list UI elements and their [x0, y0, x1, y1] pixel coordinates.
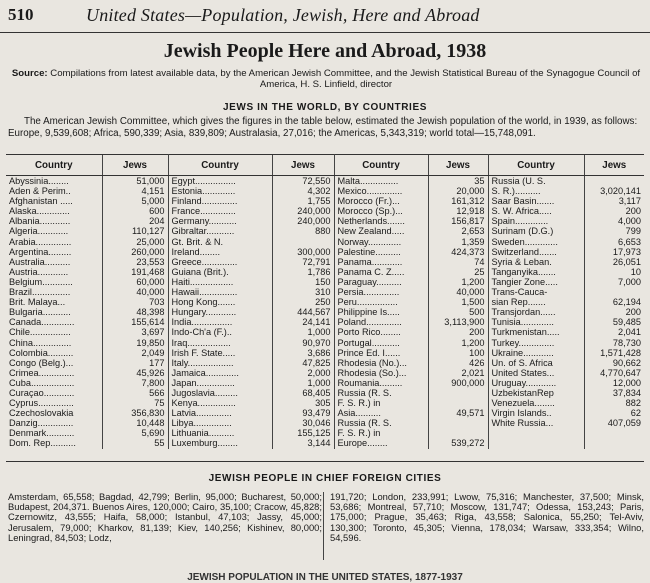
country-cell: Cyprus.............. — [9, 398, 74, 409]
jews-cell: 30,046 — [302, 418, 331, 429]
intro-paragraph: The American Jewish Committee, which gives the figures in the table below, estimated the Jewish population of the world, in 1939, as follows: Europe, 9,539,608; Africa, 590,339; Asia, 839,809; Australasia, 27,016; the Americas, 5,343,319; world total—15,748,091. — [8, 116, 638, 139]
country-cell: Rhodesia (So.)... — [337, 367, 407, 378]
jews-cell: 45,926 — [136, 367, 165, 378]
country-column-1 — [6, 176, 102, 449]
country-cell: UzbekistanRep — [491, 387, 554, 398]
jews-cell: 600 — [149, 206, 165, 217]
jews-cell: 703 — [149, 297, 165, 308]
jews-cell: 260,000 — [131, 246, 165, 257]
jews-column-1 — [102, 176, 168, 449]
jews-cell: 2,041 — [618, 327, 641, 338]
country-cell: Russia (R. S. — [337, 387, 392, 398]
col-header-jews-1: Jews — [102, 155, 168, 176]
country-cell: Guiana (Brit.). — [171, 266, 229, 277]
jews-cell: 3,697 — [141, 327, 165, 338]
section-heading-countries: JEWS IN THE WORLD, BY COUNTRIES — [223, 102, 427, 113]
jews-cell — [429, 428, 488, 438]
country-cell: Irish F. State..... — [171, 347, 236, 358]
jews-cell: 1,200 — [461, 276, 485, 287]
jews-cell: 60,000 — [136, 276, 165, 287]
country-cell: Peru................ — [337, 297, 398, 308]
country-cell: Uruguay............ — [491, 377, 557, 388]
jews-cell: 200 — [469, 327, 485, 338]
cities-divider — [323, 492, 324, 560]
country-cell: Dom. Rep.......... — [9, 438, 76, 449]
jews-cell: 305 — [315, 398, 331, 409]
jews-cell: 4,151 — [141, 186, 165, 197]
country-cell: Chile................ — [9, 327, 71, 338]
jews-cell: 47,825 — [302, 357, 331, 368]
country-cell: Alaska............. — [9, 206, 70, 217]
country-cell: Russia (U. S. — [491, 176, 546, 186]
country-cell: F. S. R.) in — [337, 398, 381, 409]
country-column-3 — [334, 176, 428, 449]
country-cell: Brazil............... — [9, 287, 71, 298]
jews-cell: 55 — [154, 438, 165, 449]
country-cell: Gt. Brit. & N. — [171, 236, 224, 247]
jews-cell: 90,662 — [612, 357, 641, 368]
jews-cell — [585, 287, 645, 297]
country-cell: New Zealand..... — [337, 226, 405, 237]
col-header-country-1: Country — [6, 155, 102, 176]
country-cell: Afghanistan ..... — [9, 196, 73, 207]
country-cell: Arabia.............. — [9, 236, 72, 247]
country-cell: Finland.............. — [171, 196, 238, 207]
country-cell: Hungary............ — [171, 307, 237, 318]
country-cell: Estonia............. — [171, 186, 236, 197]
jews-cell — [585, 438, 645, 448]
jews-cell: 1,000 — [307, 327, 331, 338]
country-cell: Aden & Perim.. — [9, 186, 71, 197]
country-cell: Malta............... — [337, 176, 399, 186]
jews-cell: 1,755 — [307, 196, 331, 207]
country-cell: United States... — [491, 367, 555, 378]
jews-cell: 155,125 — [297, 428, 331, 439]
country-cell: Greece.............. — [171, 256, 238, 267]
country-cell: Poland.............. — [337, 317, 402, 328]
country-cell: Transjordan...... — [491, 307, 556, 318]
jews-cell: 5,690 — [141, 428, 165, 439]
jews-cell: 240,000 — [297, 216, 331, 227]
jews-cell: 25,000 — [136, 236, 165, 247]
jews-cell: 10 — [630, 266, 641, 277]
jews-cell: 100 — [469, 347, 485, 358]
jews-cell — [585, 428, 645, 438]
country-cell: Turkmenistan..... — [491, 327, 560, 338]
jews-cell: 882 — [625, 398, 641, 409]
country-cell: Netherlands....... — [337, 216, 405, 227]
source-label: Source: — [11, 68, 48, 79]
jews-cell: 880 — [315, 226, 331, 237]
country-cell: Hong Kong....... — [171, 297, 236, 308]
country-cell: Argentina......... — [9, 246, 72, 257]
country-cell: Luxemburg........ — [171, 438, 238, 449]
jews-cell: 204 — [149, 216, 165, 227]
jews-cell: 300,000 — [297, 246, 331, 257]
country-cell: Libya............... — [171, 418, 232, 429]
countries-table — [6, 154, 644, 449]
jews-cell: 2,021 — [461, 367, 485, 378]
country-cell: Panama............ — [337, 256, 403, 267]
country-cell: Hawaii............... — [171, 287, 238, 298]
jews-cell: 155,614 — [131, 317, 165, 328]
country-cell: Saar Basin....... — [491, 196, 555, 207]
country-cell: Tunisia............. — [491, 317, 554, 328]
jews-cell: 3,113,900 — [444, 317, 485, 328]
country-cell: Trans-Cauca- — [491, 287, 548, 298]
country-cell: Sweden............. — [491, 236, 558, 247]
jews-cell: 26,051 — [612, 256, 641, 267]
jews-cell: 62,194 — [612, 297, 641, 308]
jews-cell: 78,730 — [612, 337, 641, 348]
country-cell: White Russia... — [491, 418, 554, 429]
jews-cell — [429, 398, 488, 408]
source-text: Compilations from latest available data, by the American Jewish Committee, and the Jewish Statistical Bureau of the Synagogue Council of America, H. S. Linfield, director — [50, 68, 641, 90]
country-cell: Jamaica............. — [171, 367, 239, 378]
country-cell: Porto Rico........ — [337, 327, 401, 338]
country-cell: Haiti................. — [171, 276, 234, 287]
country-column-4 — [488, 176, 584, 449]
jews-cell: 1,500 — [461, 297, 485, 308]
jews-cell: 7,000 — [618, 276, 641, 287]
country-cell: Abyssinia........ — [9, 176, 69, 186]
jews-cell: 59,485 — [612, 317, 641, 328]
cities-text-right: 191,720; London, 233,991; Lwow, 75,316; Manchester, 37,500; Minsk, 53,686; Montreal, 57,710; Moscow, 131,747; Odessa, 153,243; Paris, 175,000; Prague, 35,463; Riga, 43,558; Salonica, 55,250; Tel-Aviv, 130,300; Toronto, 45,305; Vienna, 178,034; Warsaw, 333,354; Wilno, 54,596. — [330, 491, 644, 543]
country-cell: India................ — [171, 317, 233, 328]
country-cell: Spain............. — [491, 216, 549, 227]
jews-cell: 566 — [149, 387, 165, 398]
country-cell: Turkey.............. — [491, 337, 555, 348]
country-cell: Russia (R. S. — [337, 418, 392, 429]
jews-cell: 20,000 — [456, 186, 485, 197]
country-cell: Belgium............ — [9, 276, 73, 287]
country-cell: China............... — [9, 337, 72, 348]
jews-cell: 1,571,428 — [600, 347, 641, 358]
section-heading-cities: JEWISH PEOPLE IN CHIEF FOREIGN CITIES — [208, 473, 442, 484]
country-cell: Portugal........... — [337, 337, 400, 348]
jews-cell: 310 — [315, 287, 331, 298]
country-cell: Iraq................. — [171, 337, 231, 348]
country-cell: Italy.................. — [171, 357, 234, 368]
country-cell: sian Rep....... — [491, 297, 546, 308]
table-header-row — [6, 155, 644, 176]
country-cell: France.............. — [171, 206, 236, 217]
country-cell: Lithuania.......... — [171, 428, 235, 439]
jews-cell: 356,830 — [131, 408, 165, 419]
country-cell: Palestine.......... — [337, 246, 401, 257]
col-header-jews-4: Jews — [584, 155, 644, 176]
jews-cell: 62 — [630, 408, 641, 419]
country-cell: Brit. Malaya... — [9, 297, 66, 308]
jews-cell: 7,800 — [141, 377, 165, 388]
jews-cell: 17,973 — [612, 246, 641, 257]
country-cell: Paraguay.......... — [337, 276, 402, 287]
jews-cell: 51,000 — [136, 176, 165, 186]
country-cell: Syria & Leban. — [491, 256, 552, 267]
jews-cell: 12,918 — [456, 206, 485, 217]
jews-cell: 23,553 — [136, 256, 165, 267]
col-header-country-2: Country — [168, 155, 272, 176]
jews-column-2 — [272, 176, 334, 449]
country-cell: S. W. Africa..... — [491, 206, 552, 217]
jews-cell — [585, 176, 645, 186]
jews-cell: 150 — [315, 276, 331, 287]
page-title: Jewish People Here and Abroad, 1938 — [163, 40, 487, 62]
country-cell: Colombia.......... — [9, 347, 74, 358]
country-cell: Gibraltar........... — [171, 226, 235, 237]
country-cell: Surinam (D.G.) — [491, 226, 554, 237]
jews-cell: 3,117 — [618, 196, 641, 207]
country-column-2 — [168, 176, 272, 449]
col-header-country-4: Country — [488, 155, 584, 176]
jews-cell: 250 — [315, 297, 331, 308]
jews-cell: 48,398 — [136, 307, 165, 318]
cities-text-left: Amsterdam, 65,558; Bagdad, 42,799; Berlin, 95,000; Bucharest, 50,000; Budapest, 204,371. Buenos Aires, 120,000; Cairo, 35,100; Cracow, 45,828; Czernowitz, 43,555; Haifa, 58,000; Istanbul, 47,103; Jassy, 45,000; Jerusalem, 79,000; Kharkov, 81,139; Kiev, 140,256; Kishinev, 80,000; Leningrad, 84,503; Lodz, — [8, 491, 322, 543]
running-header — [0, 0, 650, 33]
jews-cell: 1,000 — [307, 377, 331, 388]
country-cell: Prince Ed. I...... — [337, 347, 401, 358]
jews-cell: 444,567 — [297, 307, 331, 318]
jews-cell: 200 — [625, 206, 641, 217]
country-cell: Bulgaria........... — [9, 307, 71, 318]
country-cell: Albania............ — [9, 216, 71, 227]
country-cell: Australia.......... — [9, 256, 71, 267]
jews-cell: 12,000 — [612, 377, 641, 388]
jews-cell: 3,144 — [307, 438, 331, 449]
country-cell: Europe........ — [337, 438, 388, 449]
country-cell — [489, 428, 584, 438]
country-cell: Cuba................. — [9, 377, 75, 388]
jews-cell: 90,970 — [302, 337, 331, 348]
jews-cell: 539,272 — [451, 438, 485, 449]
running-title: United States—Population, Jewish, Here and Abroad — [86, 5, 480, 25]
jews-cell: 37,834 — [612, 387, 641, 398]
country-cell: Egypt................ — [171, 176, 236, 186]
country-cell: Switzerland....... — [491, 246, 557, 257]
country-cell: Un. of S. Africa — [491, 357, 553, 368]
country-cell: Czechoslovakia — [9, 408, 74, 419]
jews-cell: 1,786 — [307, 266, 331, 277]
jews-cell: 68,405 — [302, 387, 331, 398]
country-cell: Norway............. — [337, 236, 402, 247]
jews-cell: 10,448 — [136, 418, 165, 429]
country-cell: Curaçao............ — [9, 387, 75, 398]
next-section-heading: JEWISH POPULATION IN THE UNITED STATES, 1877-1937 — [187, 572, 463, 583]
country-cell: Roumania......... — [337, 377, 403, 388]
country-cell: Indo-Ch'a (F.).. — [171, 327, 232, 338]
jews-cell: 24,141 — [302, 317, 331, 328]
country-cell: Jugoslavia......... — [171, 387, 238, 398]
jews-column-3 — [428, 176, 488, 449]
jews-cell: 19,850 — [136, 337, 165, 348]
jews-cell: 2,000 — [307, 367, 331, 378]
jews-cell: 72,550 — [302, 176, 331, 186]
source-note — [10, 68, 642, 90]
jews-cell: 900,000 — [451, 377, 485, 388]
country-cell: Philippine Is..... — [337, 307, 400, 318]
country-cell: Denmark........... — [9, 428, 75, 439]
jews-cell: 74 — [474, 256, 485, 267]
country-cell: Kenya............... — [171, 398, 236, 409]
country-cell: Crimea.............. — [9, 367, 75, 378]
jews-column-4 — [584, 176, 644, 449]
jews-cell: 191,468 — [131, 266, 165, 277]
jews-cell: 177 — [149, 357, 165, 368]
country-cell: Germany........... — [171, 216, 237, 227]
country-cell: F. S. R.) in — [337, 428, 381, 439]
country-cell: S. R.).......... — [491, 186, 541, 197]
jews-cell: 156,817 — [451, 216, 485, 227]
country-cell: Japan............... — [171, 377, 235, 388]
jews-cell: 2,049 — [141, 347, 165, 358]
jews-cell: 161,312 — [451, 196, 485, 207]
jews-cell: 200 — [625, 307, 641, 318]
country-cell: Asia.......... — [337, 408, 381, 419]
jews-cell: 424,373 — [451, 246, 485, 257]
jews-cell: 49,571 — [456, 408, 485, 419]
jews-cell: 6,653 — [618, 236, 641, 247]
jews-cell: 4,000 — [618, 216, 641, 227]
jews-cell: 40,000 — [456, 287, 485, 298]
jews-cell: 240,000 — [297, 206, 331, 217]
jews-cell: 407,059 — [607, 418, 641, 429]
country-cell: Morocco (Sp.)... — [337, 206, 403, 217]
country-cell: Morocco (Fr.)... — [337, 196, 400, 207]
country-cell: Austria............ — [9, 266, 69, 277]
col-header-jews-3: Jews — [428, 155, 488, 176]
country-cell: Panama C. Z..... — [337, 266, 405, 277]
country-cell: Rhodesia (No.)... — [337, 357, 407, 368]
jews-cell: 40,000 — [136, 287, 165, 298]
country-cell: Latvia.............. — [171, 408, 232, 419]
country-cell: Congo (Belg.)... — [9, 357, 74, 368]
jews-cell: 4,770,647 — [600, 367, 641, 378]
jews-cell: 72,791 — [302, 256, 331, 267]
country-cell: Canada............. — [9, 317, 75, 328]
jews-cell — [429, 388, 488, 398]
jews-cell: 799 — [625, 226, 641, 237]
jews-cell — [429, 418, 488, 428]
table-bottom-rule — [6, 461, 644, 462]
jews-cell: 3,020,141 — [600, 186, 641, 197]
country-cell: Persia.............. — [337, 287, 400, 298]
jews-cell: 1,200 — [461, 337, 485, 348]
country-cell: Danzig.............. — [9, 418, 74, 429]
country-cell: Virgin Islands.. — [491, 408, 552, 419]
jews-cell: 2,653 — [461, 226, 485, 237]
col-header-jews-2: Jews — [272, 155, 334, 176]
country-cell: Algeria............ — [9, 226, 69, 237]
country-cell: Tanganyika....... — [491, 266, 556, 277]
country-cell: Ireland........ — [171, 246, 221, 257]
jews-cell: 3,686 — [307, 347, 331, 358]
jews-cell: 110,127 — [131, 226, 165, 237]
jews-cell: 426 — [469, 357, 485, 368]
jews-cell: 75 — [154, 398, 165, 409]
country-cell: Ukraine............ — [491, 347, 554, 358]
country-cell: Tangier Zone..... — [491, 276, 558, 287]
jews-cell: 500 — [469, 307, 485, 318]
jews-cell: 93,479 — [302, 408, 331, 419]
jews-cell: 5,000 — [141, 196, 165, 207]
jews-cell: 35 — [474, 176, 485, 186]
country-cell — [489, 438, 584, 448]
col-header-country-3: Country — [334, 155, 428, 176]
jews-cell: 25 — [474, 266, 485, 277]
country-cell: Venezuela........ — [491, 398, 555, 409]
jews-cell: 4,302 — [307, 186, 331, 197]
page-number: 510 — [8, 5, 34, 24]
country-cell: Mexico.............. — [337, 186, 403, 197]
jews-cell — [273, 237, 334, 247]
jews-cell: 1,359 — [461, 236, 485, 247]
